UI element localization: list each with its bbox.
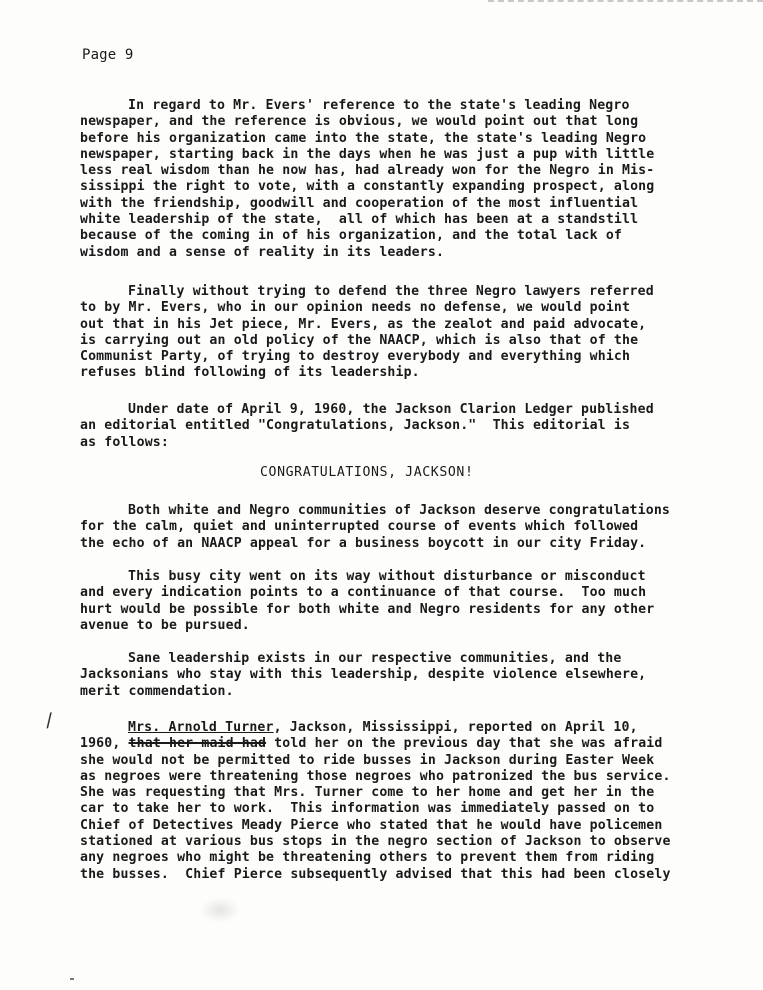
top-edge-perforation — [488, 0, 763, 6]
page-number: Page 9 — [82, 47, 134, 63]
text-line: the busses. Chief Pierce subsequently advised that this had been closely — [80, 866, 671, 882]
text-line: any negroes who might be threatening others to prevent them from riding — [80, 850, 655, 866]
paragraph-turner-report — [80, 720, 745, 883]
text-line: less real wisdom than he now has, had already won for the Negro in Mis- — [80, 163, 655, 179]
text-line: before his organization came into the state, the state's leading Negro — [80, 130, 647, 146]
text-line: stationed at various bus stops in the negro section of Jackson to observe — [80, 834, 671, 850]
paragraph-editorial-3 — [80, 651, 745, 700]
paragraph-editorial-1 — [80, 503, 745, 552]
text-line: as follows: — [80, 434, 169, 450]
text-line: Chief of Detectives Meady Pierce who stated that he would have policemen — [80, 817, 663, 833]
text-line: In regard to Mr. Evers' reference to the state's leading Negro — [128, 98, 630, 113]
paragraph-editorial-intro — [80, 402, 745, 451]
text-line — [80, 736, 745, 752]
text-line: Finally without trying to defend the three Negro lawyers referred — [128, 284, 654, 299]
text-line: because of the coming in of his organization, and the total lack of — [80, 228, 622, 244]
text-line: sissippi the right to vote, with a constantly expanding prospect, along — [80, 179, 655, 195]
text-line: refuses blind following of its leadership. — [80, 365, 420, 381]
text-line: out that in his Jet piece, Mr. Evers, as the zealot and paid advocate, — [80, 316, 647, 332]
editorial-heading: CONGRATULATIONS, JACKSON! — [260, 465, 474, 480]
text-line: She was requesting that Mrs. Turner come to her home and get her in the — [80, 785, 655, 801]
text-line: Under date of April 9, 1960, the Jackson Clarion Ledger published — [128, 402, 654, 417]
paragraph-editorial-2 — [80, 569, 745, 634]
text-line: This busy city went on its way without disturbance or misconduct — [128, 569, 646, 584]
text-line: white leadership of the state, all of which has been at a standstill — [80, 212, 639, 228]
text-line — [80, 720, 745, 736]
text-line: newspaper, and the reference is obvious, we would point out that long — [80, 114, 639, 130]
text-line: and every indication points to a continuance of that course. Too much — [80, 585, 647, 601]
text-fragment: 1960, — [80, 736, 129, 752]
text-line: is carrying out an old policy of the NAACP, which is also that of the — [80, 332, 639, 348]
scan-smudge — [200, 897, 240, 923]
text-line: newspaper, starting back in the days when he was just a pup with little — [80, 146, 655, 162]
struck-text: that her maid had — [128, 736, 267, 752]
text-fragment: , Jackson, Mississippi, reported on April 10, — [273, 720, 638, 735]
text-line: Both white and Negro communities of Jackson deserve congratulations — [128, 503, 670, 518]
text-line: with the friendship, goodwill and cooperation of the most influential — [80, 195, 639, 211]
scan-speck — [70, 978, 74, 980]
redacted-name: Mrs. Arnold Turner — [128, 720, 274, 735]
text-line: avenue to be pursued. — [80, 617, 250, 633]
text-line: hurt would be possible for both white and Negro residents for any other — [80, 601, 655, 617]
text-line: as negroes were threatening those negroes who patronized the bus service. — [80, 768, 671, 784]
paragraph-evers-newspaper — [80, 98, 745, 261]
paragraph-negro-lawyers — [80, 284, 745, 382]
text-line: Sane leadership exists in our respective communities, and the — [128, 651, 622, 666]
text-line: an editorial entitled "Congratulations, Jackson." This editorial is — [80, 418, 631, 434]
margin-pencil-mark: / — [41, 709, 58, 732]
text-line: wisdom and a sense of reality in its leaders. — [80, 244, 445, 260]
text-line: the echo of an NAACP appeal for a business boycott in our city Friday. — [80, 535, 647, 551]
text-line: car to take her to work. This information was immediately passed on to — [80, 801, 655, 817]
text-line: she would not be permitted to ride busses in Jackson during Easter Week — [80, 752, 655, 768]
text-line: merit commendation. — [80, 683, 234, 699]
text-line: for the calm, quiet and uninterrupted course of events which followed — [80, 519, 639, 535]
text-fragment: told her on the previous day that she was afraid — [266, 736, 663, 752]
text-line: to by Mr. Evers, who in our opinion needs no defense, we would point — [80, 300, 631, 316]
text-line: Communist Party, of trying to destroy everybody and everything which — [80, 349, 631, 365]
text-line: Jacksonians who stay with this leadership, despite violence elsewhere, — [80, 667, 647, 683]
